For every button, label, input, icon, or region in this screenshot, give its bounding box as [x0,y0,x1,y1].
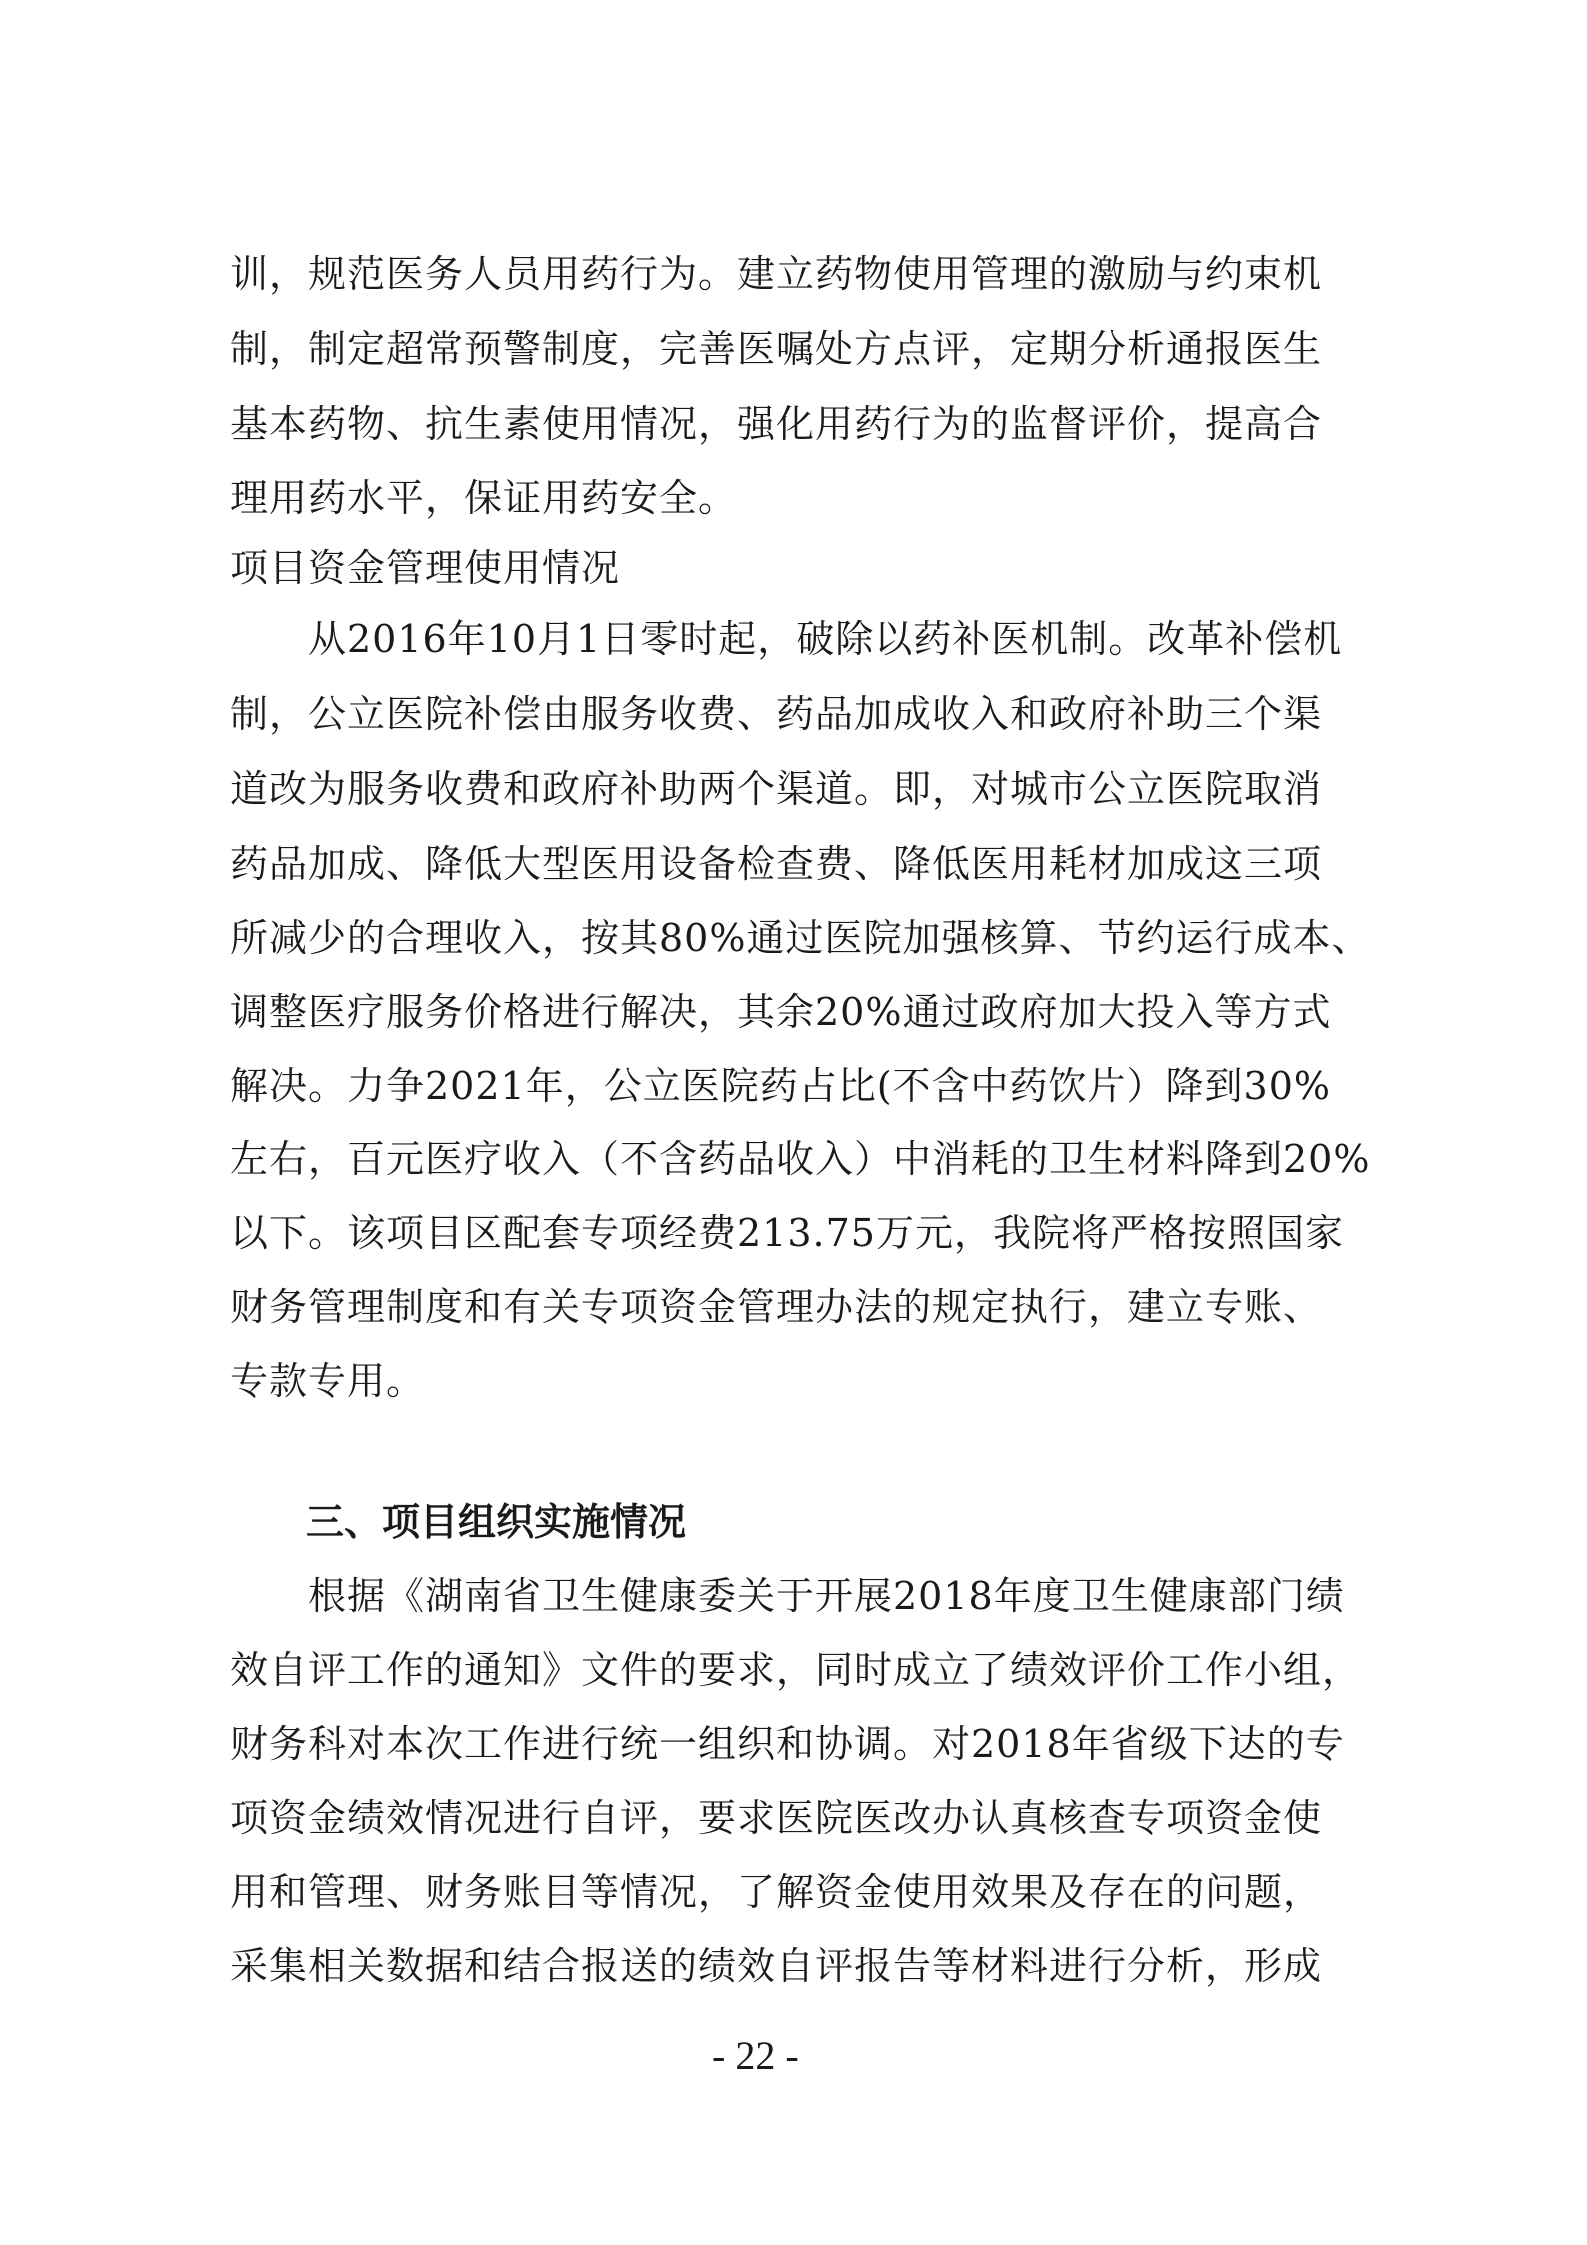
body-text-line: 解决。力争2021年，公立医院药占比(不含中药饮片）降到30% [230,1064,1331,1108]
body-text-line: 左右，百元医疗收入（不含药品收入）中消耗的卫生材料降到20% [230,1137,1371,1181]
body-text-line: 用和管理、财务账目等情况，了解资金使用效果及存在的问题， [230,1870,1323,1914]
section-heading: 三、项目组织实施情况 [230,1500,687,1544]
body-text-line: 调整医疗服务价格进行解决，其余20%通过政府加大投入等方式 [230,990,1332,1034]
body-text-line: 专款专用。 [230,1359,426,1403]
body-text-line: 药品加成、降低大型医用设备检查费、降低医用耗材加成这三项 [230,842,1323,886]
body-text-line: 基本药物、抗生素使用情况，强化用药行为的监督评价，提高合 [230,402,1323,446]
body-text-line: 从2016年10月1日零时起，破除以药补医机制。改革补偿机 [230,617,1343,661]
body-text-line: 根据《湖南省卫生健康委关于开展2018年度卫生健康部门绩 [230,1574,1345,1618]
body-text-line: 制，公立医院补偿由服务收费、药品加成收入和政府补助三个渠 [230,692,1323,736]
body-text-line: 财务管理制度和有关专项资金管理办法的规定执行，建立专账、 [230,1285,1323,1329]
body-text-line: 以下。该项目区配套专项经费213.75万元，我院将严格按照国家 [230,1211,1344,1255]
body-text-line: 效自评工作的通知》文件的要求，同时成立了绩效评价工作小组， [230,1648,1362,1692]
body-text-line: 理用药水平，保证用药安全。 [230,476,738,520]
body-text-line: 采集相关数据和结合报送的绩效自评报告等材料进行分析，形成 [230,1944,1323,1988]
body-text-line: 财务科对本次工作进行统一组织和协调。对2018年省级下达的专 [230,1722,1345,1766]
page-number: - 22 - [712,2033,799,2078]
body-text-line: 训，规范医务人员用药行为。建立药物使用管理的激励与约束机 [230,252,1323,296]
body-text-line: 制，制定超常预警制度，完善医嘱处方点评，定期分析通报医生 [230,327,1323,371]
section-subheading: 项目资金管理使用情况 [230,546,621,590]
body-text-line: 所减少的合理收入，按其80%通过医院加强核算、节约运行成本、 [230,916,1371,960]
body-text-line: 道改为服务收费和政府补助两个渠道。即，对城市公立医院取消 [230,767,1323,811]
body-text-line: 项资金绩效情况进行自评，要求医院医改办认真核查专项资金使 [230,1796,1323,1840]
